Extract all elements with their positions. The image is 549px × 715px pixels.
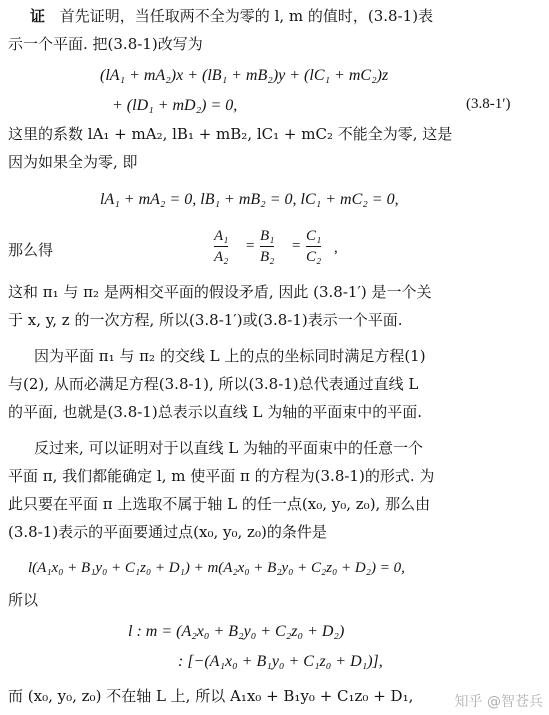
fraction-c-denominator: C₂ xyxy=(306,249,322,265)
proof-line-13: 此只要在平面 π 上选取不属于轴 L 的任一点(x₀, y₀, z₀), 那么由 xyxy=(8,495,431,513)
proof-label: 证 xyxy=(30,7,46,25)
equation-1b: + (lD₁ + mD₂) = 0, xyxy=(112,97,238,114)
equation-4a: l : m = (A₂x₀ + B₂y₀ + C₂z₀ + D₂) xyxy=(128,623,345,640)
proof-line-7: 于 x, y, z 的一次方程, 所以(3.8-1′)或(3.8-1)表示一个平面. xyxy=(8,311,403,329)
fraction-b xyxy=(260,227,274,266)
fraction-trailing-comma: , xyxy=(334,240,338,256)
fraction-a-bar xyxy=(214,246,228,247)
proof-line-6: 这和 π₁ 与 π₂ 是两相交平面的假设矛盾, 因此 (3.8-1′) 是一个关 xyxy=(8,283,432,301)
fraction-a-denominator: A₂ xyxy=(214,249,229,265)
fraction-b-denominator: B₂ xyxy=(260,249,275,265)
proof-line-8: 因为平面 π₁ 与 π₂ 的交线 L 上的点的坐标同时满足方程(1) xyxy=(34,347,426,365)
equals-sign-1: = xyxy=(246,238,255,254)
site-watermark: 知乎 @智苍兵 xyxy=(454,694,543,710)
proof-line-9: 与(2), 从而必满足方程(3.8-1), 所以(3.8-1)总代表通过直线 L xyxy=(8,375,419,393)
fraction-c-bar xyxy=(306,246,321,247)
proof-line-5: 那么得 xyxy=(8,241,54,259)
fraction-b-bar xyxy=(260,246,274,247)
fraction-a-numerator: A₁ xyxy=(214,228,229,244)
proof-line-3: 这里的系数 lA₁ + mA₂, lB₁ + mB₂, lC₁ + mC₂ 不能全为零, 这是 xyxy=(8,125,453,143)
equation-3: l(A₁x₀ + B₁y₀ + C₁z₀ + D₁) + m(A₂x₀ + B₂y₀ + C₂z₀ + D₂) = 0, xyxy=(28,560,405,576)
proof-line-11: 反过来, 可以证明对于以直线 L 为轴的平面束中的任意一个 xyxy=(34,439,424,457)
fraction-c-numerator: C₁ xyxy=(306,228,322,244)
proof-line-16: 而 (x₀, y₀, z₀) 不在轴 L 上, 所以 A₁x₀ + B₁y₀ + C₁z₀ + D₁, xyxy=(8,687,414,705)
fraction-c xyxy=(306,227,321,266)
fraction-a xyxy=(214,227,228,266)
fraction-b-numerator: B₁ xyxy=(260,228,275,244)
equation-1-tag: (3.8-1′) xyxy=(466,96,511,112)
proof-line-4: 因为如果全为零, 即 xyxy=(8,153,138,171)
equation-2: lA₁ + mA₂ = 0, lB₁ + mB₂ = 0, lC₁ + mC₂ = 0, xyxy=(100,191,399,208)
proof-line-10: 的平面, 也就是(3.8-1)总表示以直线 L 为轴的平面束中的平面. xyxy=(8,403,422,421)
proof-line-1 xyxy=(30,6,433,26)
proof-line-12: 平面 π, 我们都能确定 l, m 使平面 π 的方程为(3.8-1)的形式. 为 xyxy=(8,467,435,485)
proof-line-1-text: 首先证明，当任取两不全为零的 l, m 的值时，(3.8-1)表 xyxy=(59,7,434,25)
proof-line-14: (3.8-1)表示的平面要通过点(x₀, y₀, z₀)的条件是 xyxy=(8,523,327,541)
equation-1a: (lA₁ + mA₂)x + (lB₁ + mB₂)y + (lC₁ + mC₂)z xyxy=(100,67,389,84)
equals-sign-2: = xyxy=(292,238,301,254)
proof-line-15: 所以 xyxy=(8,591,39,609)
proof-line-2: 示一个平面. 把(3.8-1)改写为 xyxy=(8,35,203,53)
equation-4b: : [−(A₁x₀ + B₁y₀ + C₁z₀ + D₁)], xyxy=(178,653,383,670)
